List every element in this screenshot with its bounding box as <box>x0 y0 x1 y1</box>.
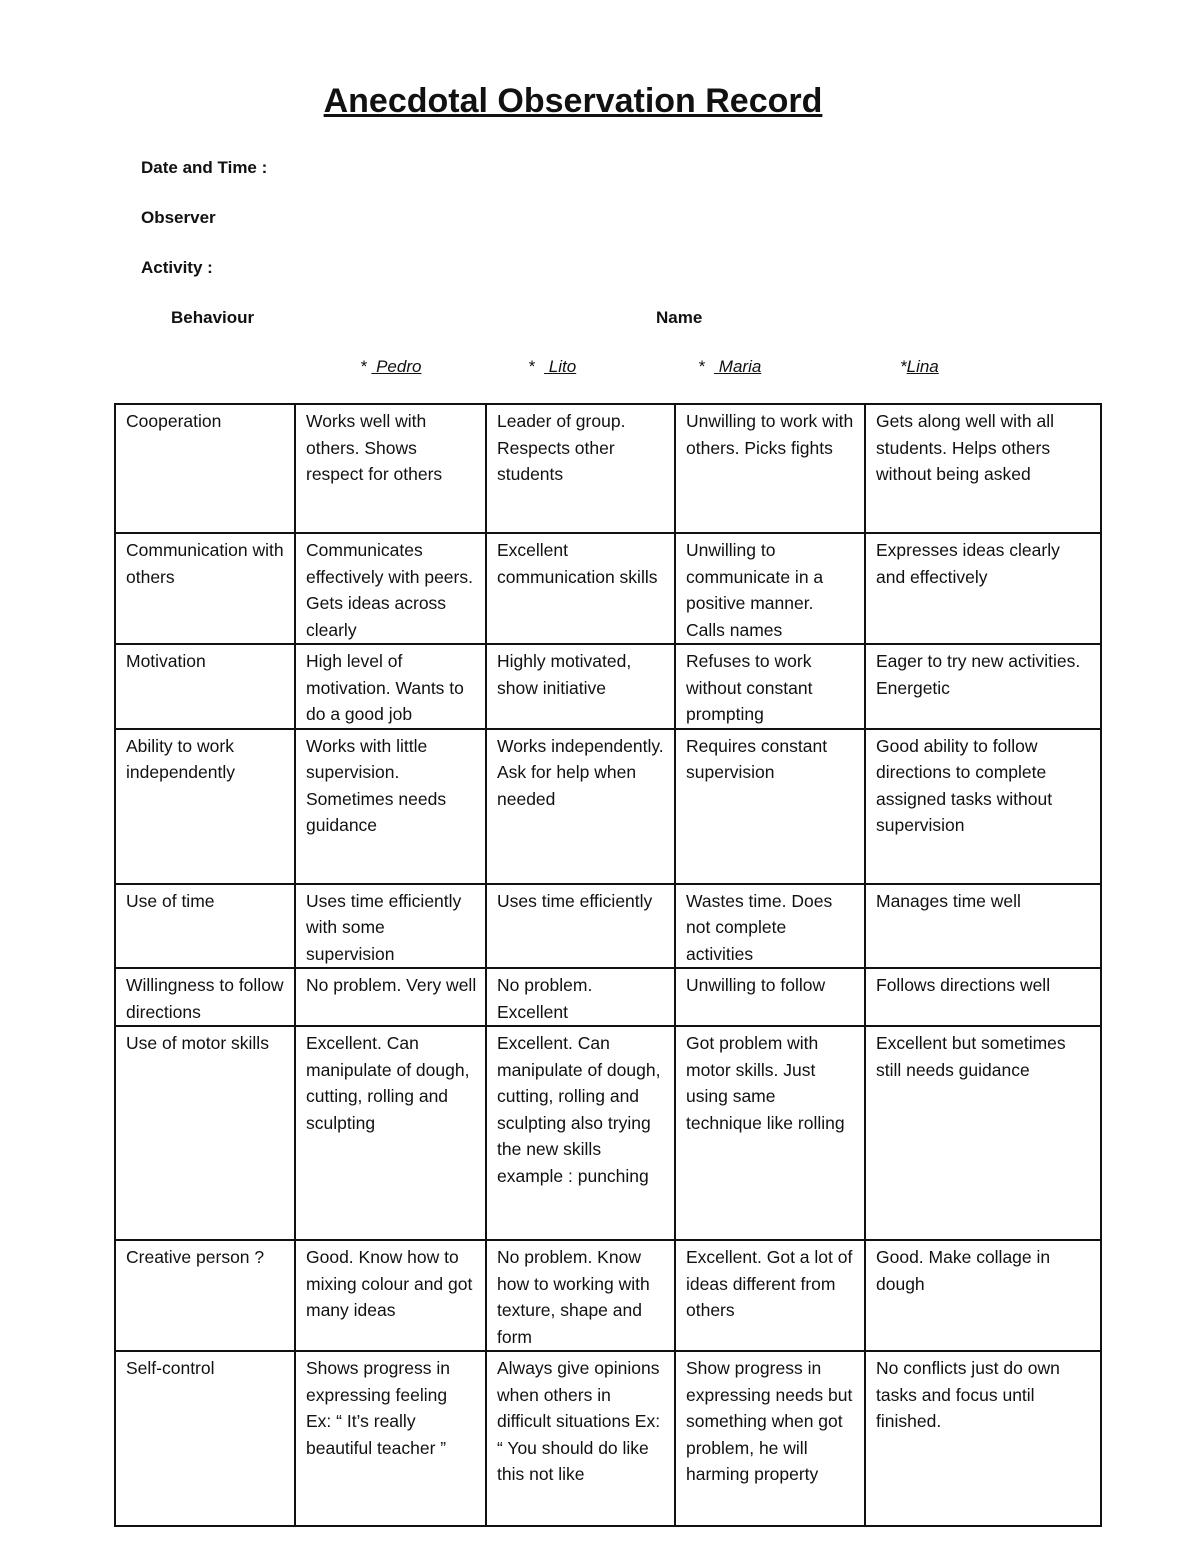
observation-cell: Unwilling to follow <box>675 968 865 1026</box>
observation-cell: Good. Make collage in dough <box>865 1240 1101 1351</box>
student-name-pedro: * Pedro <box>360 357 422 376</box>
observation-cell: Unwilling to communicate in a positive manner. Calls names <box>675 533 865 644</box>
observation-cell: No conflicts just do own tasks and focus until finished. <box>865 1351 1101 1526</box>
table-row <box>115 533 1101 644</box>
observation-cell: High level of motivation. Wants to do a good job <box>295 644 486 729</box>
observer-label: Observer <box>141 208 216 227</box>
table-row <box>115 1240 1101 1351</box>
observation-cell: Show progress in expressing needs but something when got problem, he will harming property <box>675 1351 865 1526</box>
behaviour-cell: Self-control <box>115 1351 295 1526</box>
observation-cell: Works well with others. Shows respect for others <box>295 404 486 533</box>
table-row <box>115 729 1101 884</box>
observation-table <box>114 403 1102 1527</box>
observation-cell: Gets along well with all students. Helps others without being asked <box>865 404 1101 533</box>
date-time-label: Date and Time : <box>141 158 268 177</box>
observation-cell: No problem. Very well <box>295 968 486 1026</box>
behaviour-cell: Communication with others <box>115 533 295 644</box>
behaviour-cell: Use of time <box>115 884 295 969</box>
activity-label: Activity : <box>141 258 213 277</box>
observation-cell: Excellent. Can manipulate of dough, cutting, rolling and sculpting also trying the new skills example : punching <box>486 1026 675 1240</box>
student-name-lina: *Lina <box>900 357 939 376</box>
observation-cell: No problem. Excellent <box>486 968 675 1026</box>
observation-cell: Shows progress in expressing feeling Ex: “ It’s really beautiful teacher ” <box>295 1351 486 1526</box>
behaviour-cell: Willingness to follow directions <box>115 968 295 1026</box>
observation-cell: Uses time efficiently with some supervision <box>295 884 486 969</box>
observation-cell: Good ability to follow directions to complete assigned tasks without supervision <box>865 729 1101 884</box>
behaviour-cell: Use of motor skills <box>115 1026 295 1240</box>
observation-cell: Excellent but sometimes still needs guidance <box>865 1026 1101 1240</box>
observation-cell: Wastes time. Does not complete activities <box>675 884 865 969</box>
behaviour-cell: Creative person ? <box>115 1240 295 1351</box>
observation-cell: Eager to try new activities. Energetic <box>865 644 1101 729</box>
observation-cell: Refuses to work without constant prompting <box>675 644 865 729</box>
observation-cell: Got problem with motor skills. Just using same technique like rolling <box>675 1026 865 1240</box>
behaviour-cell: Motivation <box>115 644 295 729</box>
observation-cell: Works independently. Ask for help when needed <box>486 729 675 884</box>
document-title: Anecdotal Observation Record <box>323 82 823 120</box>
observation-cell: No problem. Know how to working with texture, shape and form <box>486 1240 675 1351</box>
table-row <box>115 884 1101 969</box>
name-header: Name <box>656 308 703 327</box>
observation-cell: Works with little supervision. Sometimes needs guidance <box>295 729 486 884</box>
observation-cell: Follows directions well <box>865 968 1101 1026</box>
observation-cell: Excellent communication skills <box>486 533 675 644</box>
table-row <box>115 404 1101 533</box>
observation-cell: Excellent. Got a lot of ideas different from others <box>675 1240 865 1351</box>
observation-cell: Excellent. Can manipulate of dough, cutting, rolling and sculpting <box>295 1026 486 1240</box>
table-row <box>115 644 1101 729</box>
student-name-maria: * Maria <box>698 357 762 376</box>
behaviour-cell: Cooperation <box>115 404 295 533</box>
observation-cell: Communicates effectively with peers. Gets ideas across clearly <box>295 533 486 644</box>
observation-cell: Manages time well <box>865 884 1101 969</box>
observation-cell: Uses time efficiently <box>486 884 675 969</box>
table-row <box>115 1026 1101 1240</box>
observation-cell: Expresses ideas clearly and effectively <box>865 533 1101 644</box>
observation-cell: Always give opinions when others in difficult situations Ex: “ You should do like this not like <box>486 1351 675 1526</box>
observation-cell: Requires constant supervision <box>675 729 865 884</box>
behaviour-cell: Ability to work independently <box>115 729 295 884</box>
observation-cell: Unwilling to work with others. Picks fights <box>675 404 865 533</box>
table-row <box>115 968 1101 1026</box>
behaviour-header: Behaviour <box>171 308 255 327</box>
observation-cell: Highly motivated, show initiative <box>486 644 675 729</box>
observation-cell: Leader of group. Respects other students <box>486 404 675 533</box>
table-row <box>115 1351 1101 1526</box>
observation-cell: Good. Know how to mixing colour and got many ideas <box>295 1240 486 1351</box>
student-name-lito: * Lito <box>528 357 577 376</box>
